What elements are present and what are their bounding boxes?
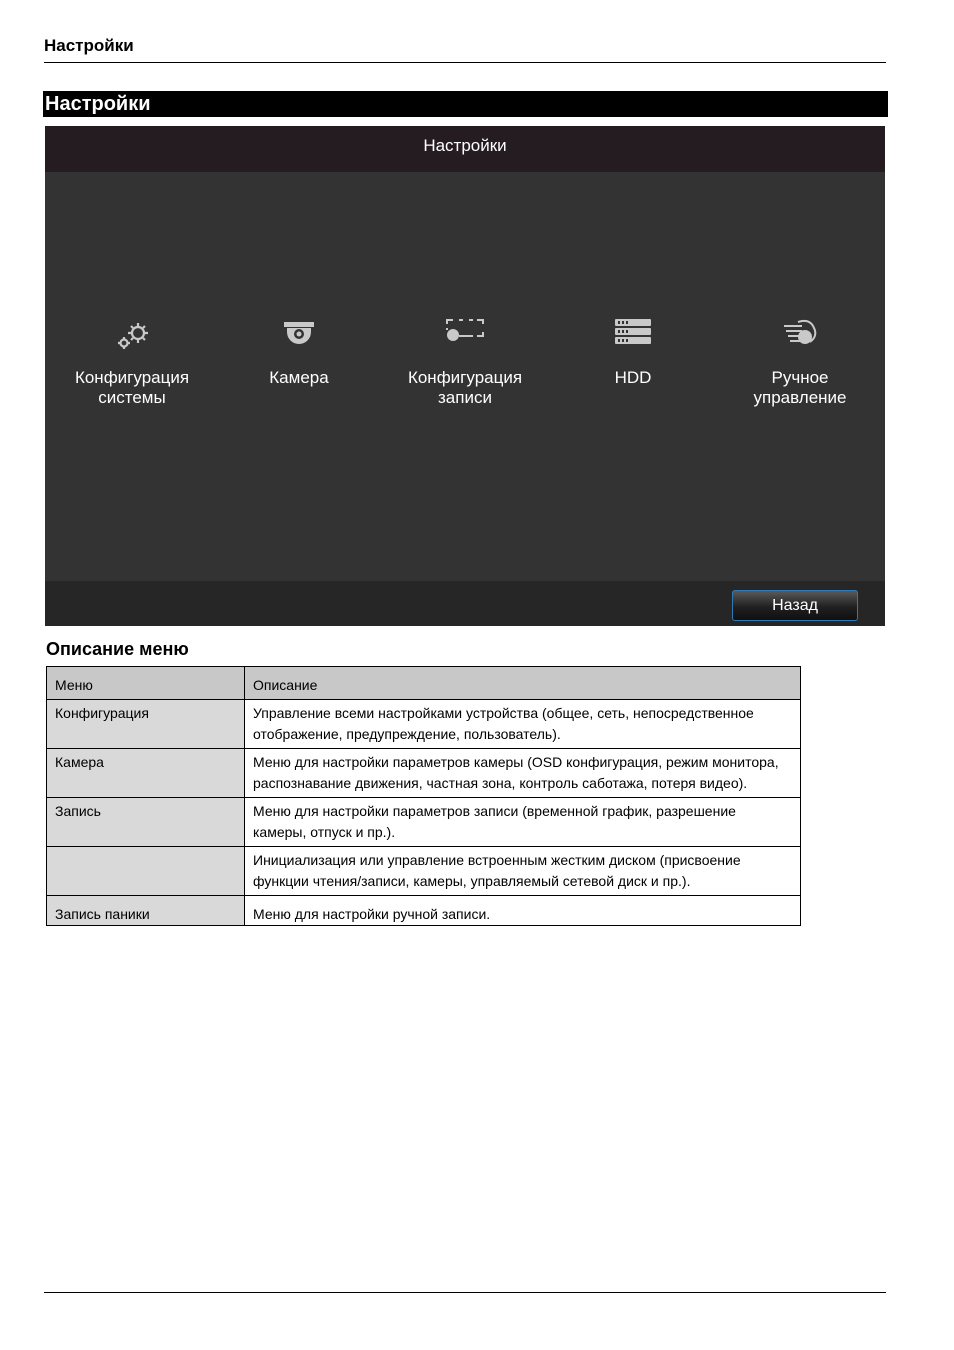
description-cell: Управление всеми настройками устройства (общее, сеть, непосредственное отображение, предупреждение, пользователь). <box>245 700 801 749</box>
settings-screen <box>45 126 885 626</box>
section-title: Настройки <box>43 91 888 117</box>
manual-control-icon <box>770 316 830 356</box>
menu-item-hdd[interactable] <box>548 316 718 388</box>
table-row <box>47 896 801 926</box>
record-config-icon <box>435 316 495 356</box>
menu-cell: Запись паники <box>47 896 245 926</box>
header-divider <box>44 62 886 63</box>
menu-item-label: Камера <box>269 368 329 387</box>
menu-description-title: Описание меню <box>46 639 189 659</box>
table-row <box>47 700 801 749</box>
column-header-menu: Меню <box>47 667 245 700</box>
table-header-row <box>47 667 801 700</box>
running-header: Настройки <box>44 36 134 55</box>
description-cell: Меню для настройки ручной записи. <box>245 896 801 926</box>
gears-icon <box>102 316 162 356</box>
description-cell: Меню для настройки параметров камеры (OSD конфигурация, режим монитора, распознавание движения, частная зона, контроль саботажа, потеря видео). <box>245 749 801 798</box>
screen-title: Настройки <box>45 126 885 172</box>
description-cell: Инициализация или управление встроенным жестким диском (присвоение функции чтения/записи, камеры, управляемый сетевой диск и пр.). <box>245 847 801 896</box>
table-row <box>47 847 801 896</box>
menu-cell <box>47 847 245 896</box>
menu-item-camera[interactable] <box>214 316 384 388</box>
dome-camera-icon <box>269 316 329 356</box>
menu-item-system-config[interactable] <box>47 316 217 408</box>
hdd-rack-icon <box>603 316 663 356</box>
table-row <box>47 798 801 847</box>
description-cell: Меню для настройки параметров записи (временной график, разрешение камеры, отпуск и пр.). <box>245 798 801 847</box>
menu-item-label: Конфигурация записи <box>407 368 523 407</box>
menu-cell: Запись <box>47 798 245 847</box>
menu-cell: Конфигурация <box>47 700 245 749</box>
menu-item-record-config[interactable] <box>380 316 550 408</box>
menu-item-label: HDD <box>614 368 652 387</box>
back-button[interactable]: Назад <box>732 590 858 621</box>
table-row <box>47 749 801 798</box>
menu-item-label: Конфигурация системы <box>74 368 190 407</box>
menu-item-label: Ручное управление <box>753 368 847 407</box>
menu-cell: Камера <box>47 749 245 798</box>
footer-divider <box>44 1292 886 1293</box>
menu-item-manual-control[interactable] <box>715 316 885 408</box>
column-header-description: Описание <box>245 667 801 700</box>
screen-footer <box>45 581 885 626</box>
menu-description-table <box>46 666 801 926</box>
